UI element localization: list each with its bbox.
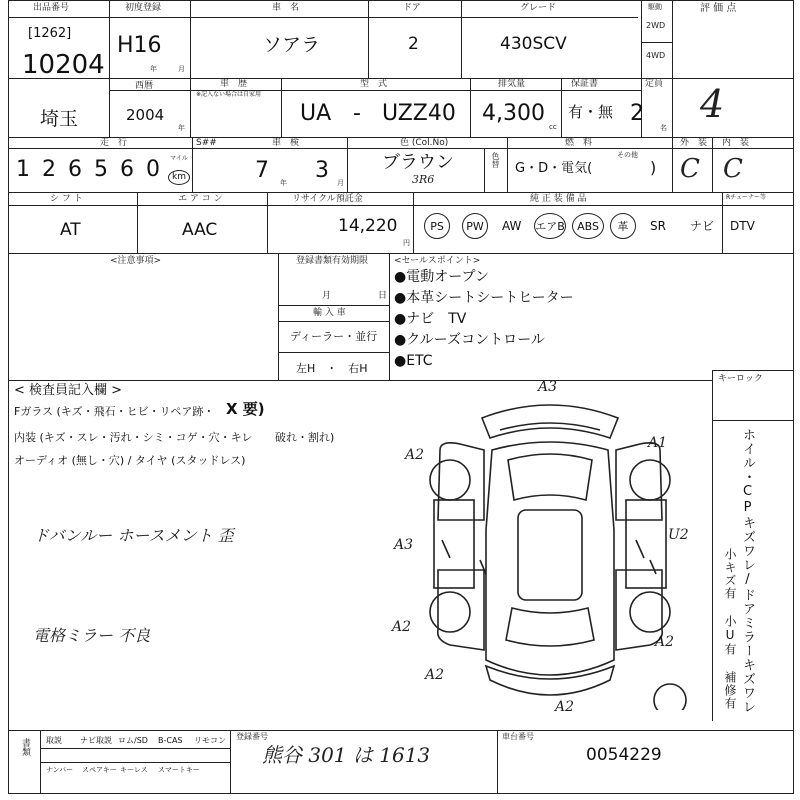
- color-change-label: 色替: [491, 152, 500, 168]
- equipment-item: 革: [610, 213, 636, 239]
- plate-number: 熊谷 301 は 1613: [262, 743, 431, 767]
- color-code: 3R6: [412, 173, 435, 186]
- key-lock-label: キーロック: [718, 374, 763, 384]
- door-count: 2: [408, 34, 419, 54]
- exterior-grade: C: [680, 154, 700, 184]
- handle-side: 左H ・ 右H: [296, 362, 368, 375]
- shift-label: シ フ ト: [50, 194, 83, 204]
- notes-label: <注意事項>: [110, 256, 162, 266]
- footer-item: ロム/SD: [118, 736, 148, 745]
- footer-item: ナンバー: [46, 766, 74, 774]
- damage-front-right: A1: [648, 435, 668, 451]
- name-label: 車 名: [272, 3, 300, 13]
- first-reg-label: 初度登録: [125, 3, 162, 13]
- recycle-label: リサイクル預託金: [292, 194, 363, 204]
- sales-point: ●ナビ TV: [394, 311, 467, 327]
- fuel-label: 燃 料: [565, 138, 593, 148]
- sales-point: ●本革シートシートヒーター: [394, 290, 574, 306]
- damage-rear-right: A2: [655, 634, 675, 650]
- sales-label: <セールスポイント>: [394, 256, 481, 266]
- capacity: 2: [630, 101, 644, 126]
- glass-x: X 要): [226, 400, 265, 418]
- fuel-other: その他: [617, 151, 638, 159]
- mileage-label: 走 行: [100, 138, 128, 148]
- sm-label: S##: [196, 138, 217, 148]
- equipment-item: ABS: [572, 213, 604, 239]
- mileage-unit-mile: マイル: [170, 155, 188, 162]
- damage-front-left: A2: [405, 447, 425, 463]
- reg-month-mark: 月: [322, 291, 332, 301]
- damage-rear-left-1: A2: [392, 619, 412, 635]
- cc-unit: cc: [549, 123, 557, 131]
- drive-label: 駆動: [648, 3, 662, 11]
- mileage-digit: 6: [120, 157, 134, 182]
- recycle-unit: 円: [403, 239, 410, 247]
- door-label: ドア: [403, 3, 421, 13]
- sales-point: ●電動オープン: [394, 269, 489, 285]
- score: 4: [700, 82, 725, 126]
- equipment-item: PW: [462, 213, 488, 239]
- drive-2wd: 2WD: [646, 21, 666, 30]
- score-label: 評 価 点: [700, 3, 737, 14]
- model-label: 型 式: [360, 79, 388, 89]
- mileage-digit: 6: [68, 157, 82, 182]
- equipment-item: ナビ: [690, 219, 715, 233]
- capacity-label: 定員: [645, 79, 664, 89]
- model-prefix: UA: [300, 101, 332, 126]
- key-circle: [654, 684, 686, 710]
- month-mark-3: 月: [337, 179, 344, 187]
- footer-item: B-CAS: [158, 736, 183, 745]
- sales-point: ●ETC: [394, 353, 433, 369]
- mileage-digit: 0: [146, 157, 160, 182]
- color: ブラウン: [382, 152, 454, 173]
- footer-item: キーレス: [120, 766, 148, 774]
- footer-item: ナビ取説: [80, 736, 112, 745]
- wheel-rear-right: [630, 592, 670, 632]
- damage-left-door: A3: [394, 537, 414, 553]
- int-label: 内 装: [722, 138, 750, 148]
- vertical-legend-1: ホイル・CPキズワレ/ドアミラーキズワレ: [740, 428, 755, 714]
- shaken-year: 7: [255, 158, 269, 183]
- displacement: 4,300: [482, 101, 545, 126]
- grade: 430SCV: [500, 34, 567, 54]
- mileage-digit: 1: [16, 157, 30, 182]
- footer-item: リモコン: [194, 736, 226, 745]
- cc-label: 排気量: [498, 79, 526, 89]
- audio-tire-line: オーディオ (無し・穴) / タイヤ (スタッドレス): [14, 454, 246, 467]
- interior-line-b: 破れ・割れ): [275, 431, 335, 444]
- sales-point: ●クルーズコントロール: [394, 332, 545, 348]
- rear-bumper: [486, 666, 614, 695]
- mileage-digit: 2: [42, 157, 56, 182]
- lot-label: 出品番号: [33, 3, 70, 13]
- footer-item: スマートキー: [158, 766, 200, 774]
- year-mark: 年: [150, 65, 157, 73]
- chassis-label: 車台番号: [502, 732, 534, 741]
- grade-label: グレード: [520, 3, 557, 13]
- mileage-digit: 5: [94, 157, 108, 182]
- equipment-item: DTV: [730, 219, 755, 233]
- warranty: 有・無: [568, 103, 614, 121]
- seireki-label: 西暦: [135, 81, 154, 91]
- damage-rear-left-2: A2: [425, 667, 445, 683]
- history-label: 車 歴: [220, 79, 248, 89]
- warranty-label: 保証書: [571, 79, 599, 89]
- equipment-item: AW: [502, 219, 522, 233]
- shift: AT: [60, 220, 81, 240]
- aircon-label: エ ア コ ン: [178, 194, 223, 204]
- mileage-unit-km: km: [168, 170, 190, 185]
- damage-bottom: A2: [555, 699, 575, 715]
- lot-sub: [1262]: [28, 26, 72, 41]
- reg-expiry-label: 登録書類有効期限: [296, 256, 369, 266]
- plate-label: 登録番号: [236, 732, 268, 741]
- glass-line: Fガラス (キズ・飛石・ヒビ・リペア跡・: [14, 405, 215, 418]
- first-reg: H16: [117, 33, 162, 58]
- month-mark: 月: [178, 65, 185, 73]
- tuner-label: Rチューナー等: [726, 194, 766, 201]
- import-label: 輸 入 車: [313, 308, 346, 318]
- wheel-front-right: [630, 460, 670, 500]
- damage-right-door: U2: [668, 527, 689, 543]
- chassis-number: 0054229: [586, 745, 662, 765]
- fuel-close: ): [650, 158, 657, 177]
- history-note: ※記入ない場合は自家用: [196, 91, 262, 98]
- footer-item: スペアキー: [82, 766, 117, 774]
- front-bumper: [482, 405, 618, 438]
- interior-grade: C: [723, 154, 743, 184]
- year-mark-2: 年: [178, 124, 185, 132]
- model: UZZ40: [382, 101, 456, 126]
- equipment-item: PS: [424, 213, 450, 239]
- car-name: ソアラ: [263, 34, 321, 56]
- footer-item: 取説: [46, 736, 62, 745]
- model-dash: -: [353, 101, 361, 126]
- equip-label: 純 正 装 備 品: [530, 194, 587, 204]
- equipment-item: エアB: [534, 213, 566, 239]
- interior-line: 内装 (キズ・スレ・汚れ・シミ・コゲ・穴・キレ: [14, 431, 253, 444]
- year-mark-3: 年: [280, 179, 287, 187]
- lot-number: 10204: [22, 50, 105, 80]
- ext-label: 外 装: [680, 138, 708, 148]
- dealer-parallel: ディーラー・並行: [290, 330, 378, 343]
- aircon: AAC: [182, 220, 218, 240]
- inspector-title: < 検査員記入欄 >: [14, 383, 123, 398]
- docs-label: 書類: [20, 738, 30, 756]
- color-label: 色 (Col.No): [400, 138, 449, 148]
- shaken-label: 車 検: [272, 138, 300, 148]
- capacity-unit: 名: [660, 124, 667, 132]
- reg-day-mark: 日: [378, 291, 388, 301]
- recycle-fee: 14,220: [338, 216, 398, 236]
- vertical-legend-2: 小キズ有 小U有 補修有: [723, 548, 737, 710]
- handwritten-note-1: ドバンルー ホースメント 歪: [33, 526, 234, 545]
- fuel: G・D・電気(: [515, 161, 593, 176]
- seireki: 2004: [126, 106, 165, 124]
- equipment-item: SR: [650, 219, 666, 233]
- wheel-front-left: [430, 460, 470, 500]
- handwritten-note-2: 電格ミラー 不良: [33, 626, 151, 645]
- damage-top: A3: [538, 379, 558, 395]
- shaken-month: 3: [315, 158, 329, 183]
- region: 埼玉: [40, 108, 79, 130]
- wheel-rear-left: [430, 592, 470, 632]
- drive-4wd: 4WD: [646, 51, 666, 60]
